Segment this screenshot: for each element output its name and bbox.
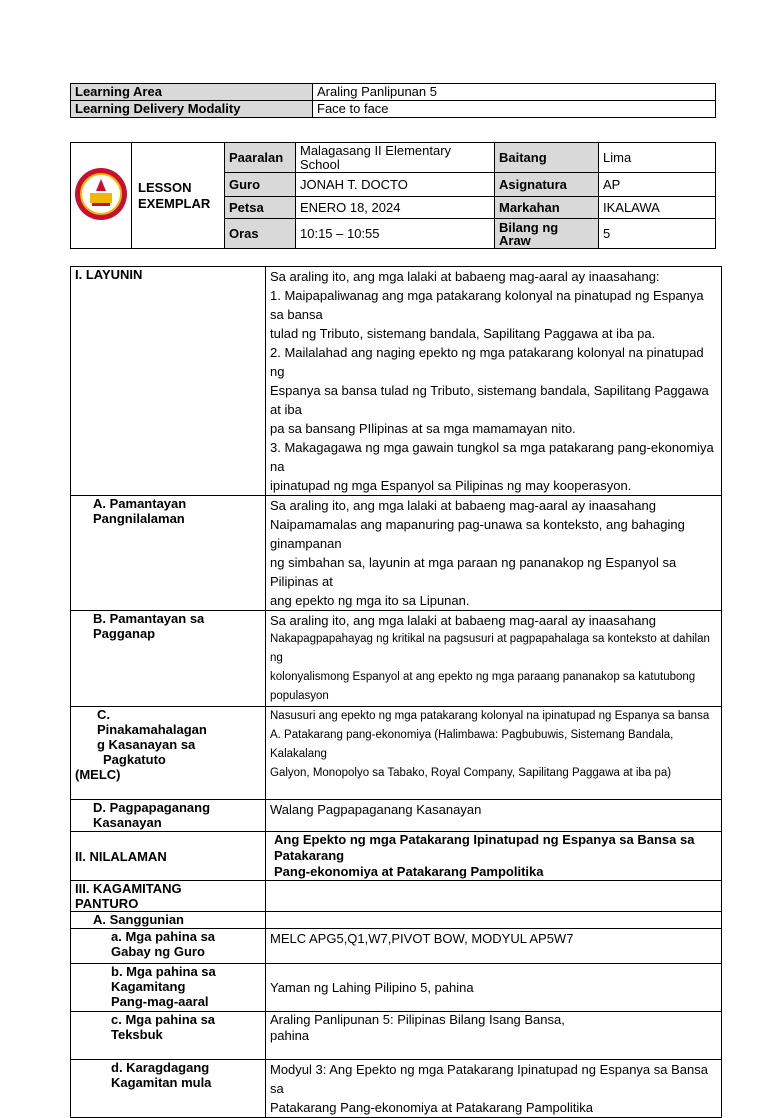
pagpapaganang-value: Walang Pagpapaganang Kasanayan	[266, 800, 722, 832]
lesson-body-table	[70, 266, 722, 1118]
pamantayan-a-label	[71, 496, 266, 611]
pamantayan-b-line1: Nakapagpapahayag ng kritikal na pagsusuri at pagpapahalaga sa konteksto at dahilan ng	[270, 633, 710, 664]
melc-label-line5: (MELC)	[75, 767, 121, 782]
layunin-label: I. LAYUNIN	[71, 267, 266, 496]
school-seal-icon	[74, 167, 128, 221]
pamantayan-a-content	[266, 496, 722, 611]
melc-label-line2: Pinakamahalagan	[97, 722, 207, 737]
pamantayan-a-label-line1: A. Pamantayan	[93, 496, 187, 511]
paaralan-value-line2: School	[300, 156, 340, 172]
melc-content	[266, 707, 722, 800]
kagamitang-mag-aaral-label-line1: b. Mga pahina sa	[111, 964, 216, 979]
modality-label: Learning Delivery Modality	[71, 101, 313, 118]
learning-area-value: Araling Panlipunan 5	[313, 84, 716, 101]
lesson-title-line1: LESSON	[138, 179, 192, 195]
kagamitan-empty	[266, 881, 722, 912]
bilang-label	[495, 219, 599, 249]
pagpapaganang-label	[71, 800, 266, 832]
pagpapaganang-label-line2: Kasanayan	[93, 815, 162, 830]
pamantayan-a-label-line2: Pangnilalaman	[93, 511, 185, 526]
nilalaman-line2: Pang-ekonomiya at Patakarang Pampolitika	[274, 864, 544, 879]
kagamitang-mag-aaral-value: Yaman ng Lahing Pilipino 5, pahina	[266, 964, 722, 1012]
guro-label: Guro	[225, 173, 296, 197]
layunin-item3-line1: 3. Makagagawa ng mga gawain tungkol sa mga patakarang pang-ekonomiya na	[270, 440, 714, 474]
kagamitan-label	[71, 881, 266, 912]
layunin-intro: Sa araling ito, ang mga lalaki at babaeng mag-aaral ay inaasahang:	[270, 269, 660, 284]
pagpapaganang-label-line1: D. Pagpapaganang	[93, 800, 211, 815]
karagdagang-kagamitan-label-line1: d. Karagdagang	[111, 1060, 210, 1075]
pamantayan-b-line2: kolonyalismong Espanyol at ang epekto ng mga paraang pananakop sa katutubong	[270, 671, 696, 683]
sanggunian-label: A. Sanggunian	[71, 912, 266, 929]
school-logo-cell	[71, 143, 132, 249]
melc-label	[71, 707, 266, 800]
karagdagang-kagamitan-label-line2: Kagamitan mula	[111, 1075, 212, 1090]
teksbuk-label-line2: Teksbuk	[111, 1027, 163, 1042]
melc-line3: Galyon, Monopolyo sa Tabako, Royal Company, Sapilitang Paggawa at iba pa)	[270, 767, 672, 779]
lesson-title-line2: EXEMPLAR	[138, 195, 211, 211]
modality-value: Face to face	[313, 101, 716, 118]
nilalaman-label: II. NILALAMAN	[71, 832, 266, 881]
petsa-value: ENERO 18, 2024	[296, 197, 495, 219]
paaralan-value	[296, 143, 495, 173]
oras-value: 10:15 – 10:55	[296, 219, 495, 249]
pamantayan-b-label-line1: B. Pamantayan sa	[93, 611, 205, 626]
pamantayan-b-intro: Sa araling ito, ang mga lalaki at babaeng mag-aaral ay inaasahang	[270, 613, 656, 628]
kagamitan-label-line1: III. KAGAMITANG	[75, 881, 182, 896]
pamantayan-b-label	[71, 611, 266, 707]
layunin-item1-line1: 1. Maipapaliwanag ang mga patakarang kolonyal na pinatupad ng Espanya sa bansa	[270, 288, 704, 322]
baitang-label: Baitang	[495, 143, 599, 173]
melc-label-line3: g Kasanayan sa	[97, 737, 196, 752]
kagamitang-mag-aaral-label	[71, 964, 266, 1012]
pamantayan-b-line3: populasyon	[270, 690, 329, 702]
teksbuk-label-line1: c. Mga pahina sa	[111, 1012, 216, 1027]
teksbuk-value-line1: Araling Panlipunan 5: Pilipinas Bilang Isang Bansa,	[270, 1012, 565, 1027]
layunin-item1-line2: tulad ng Tributo, sistemang bandala, Sapilitang Paggawa at iba pa.	[270, 326, 656, 341]
pamantayan-a-line1: Naipamamalas ang mapanuring pag-unawa sa konteksto, ang bahaging ginampanan	[270, 517, 685, 551]
layunin-item2-line1: 2. Mailalahad ang naging epekto ng mga patakarang kolonyal na pinatupad ng	[270, 345, 704, 379]
oras-label: Oras	[225, 219, 296, 249]
bilang-label-line2: Araw	[499, 232, 531, 248]
asignatura-value: AP	[599, 173, 716, 197]
petsa-label: Petsa	[225, 197, 296, 219]
teksbuk-value-line2: pahina	[270, 1028, 310, 1043]
melc-line2: A. Patakarang pang-ekonomiya (Halimbawa: Pagbubuwis, Sistemang Bandala, Kalakalang	[270, 729, 674, 760]
asignatura-label: Asignatura	[495, 173, 599, 197]
layunin-item2-line2: Espanya sa bansa tulad ng Tributo, sistemang bandala, Sapilitang Paggawa at iba	[270, 383, 709, 417]
layunin-item2-line3: pa sa bansang PIlipinas at sa mga mamamayan nito.	[270, 421, 576, 436]
learning-area-label: Learning Area	[71, 84, 313, 101]
guro-value: JONAH T. DOCTO	[296, 173, 495, 197]
nilalaman-line1: Ang Epekto ng mga Patakarang Ipinatupad ng Espanya sa Bansa sa Patakarang	[274, 832, 695, 863]
bilang-label-line1: Bilang ng	[499, 219, 559, 235]
lesson-header-table	[70, 142, 716, 249]
karagdagang-kagamitan-label	[71, 1060, 266, 1118]
paaralan-label: Paaralan	[225, 143, 296, 173]
layunin-item3-line2: ipinatupad ng mga Espanyol sa Pilipinas ng may kooperasyon.	[270, 478, 632, 493]
kagamitang-mag-aaral-label-line2: Kagamitang	[111, 979, 186, 994]
bilang-value: 5	[599, 219, 716, 249]
pamantayan-a-line2: ng simbahan sa, layunin at mga paraan ng pananakop ng Espanyol sa Pilipinas at	[270, 555, 677, 589]
melc-line1: Nasusuri ang epekto ng mga patakarang kolonyal na ipinatupad ng Espanya sa bansa	[270, 710, 710, 722]
gabay-guro-label-line2: Gabay ng Guro	[111, 944, 205, 959]
kagamitang-mag-aaral-label-line3: Pang-mag-aaral	[111, 994, 209, 1009]
pamantayan-a-intro: Sa araling ito, ang mga lalaki at babaeng mag-aaral ay inaasahang	[270, 498, 656, 513]
pamantayan-a-line3: ang epekto ng mga ito sa Lipunan.	[270, 593, 470, 608]
baitang-value: Lima	[599, 143, 716, 173]
layunin-content	[266, 267, 722, 496]
paaralan-value-line1: Malagasang II Elementary	[300, 142, 452, 158]
info-table	[70, 83, 716, 118]
gabay-guro-value: MELC APG5,Q1,W7,PIVOT BOW, MODYUL AP5W7	[266, 929, 722, 964]
melc-label-line1: C.	[97, 707, 110, 722]
pamantayan-b-label-line2: Pagganap	[93, 626, 156, 641]
lesson-exemplar-title	[132, 143, 225, 249]
markahan-value: IKALAWA	[599, 197, 716, 219]
nilalaman-content	[266, 832, 722, 881]
teksbuk-label	[71, 1012, 266, 1060]
gabay-guro-label	[71, 929, 266, 964]
karagdagang-kagamitan-value-line1: Modyul 3: Ang Epekto ng mga Patakarang Ipinatupad ng Espanya sa Bansa sa	[270, 1062, 708, 1096]
teksbuk-value	[266, 1012, 722, 1060]
karagdagang-kagamitan-value	[266, 1060, 722, 1118]
karagdagang-kagamitan-value-line2: Patakarang Pang-ekonomiya at Patakarang Pampolitika	[270, 1100, 594, 1115]
melc-label-line4: Pagkatuto	[103, 752, 166, 767]
pamantayan-b-content	[266, 611, 722, 707]
sanggunian-empty	[266, 912, 722, 929]
markahan-label: Markahan	[495, 197, 599, 219]
kagamitan-label-line2: PANTURO	[75, 896, 139, 911]
gabay-guro-label-line1: a. Mga pahina sa	[111, 929, 216, 944]
